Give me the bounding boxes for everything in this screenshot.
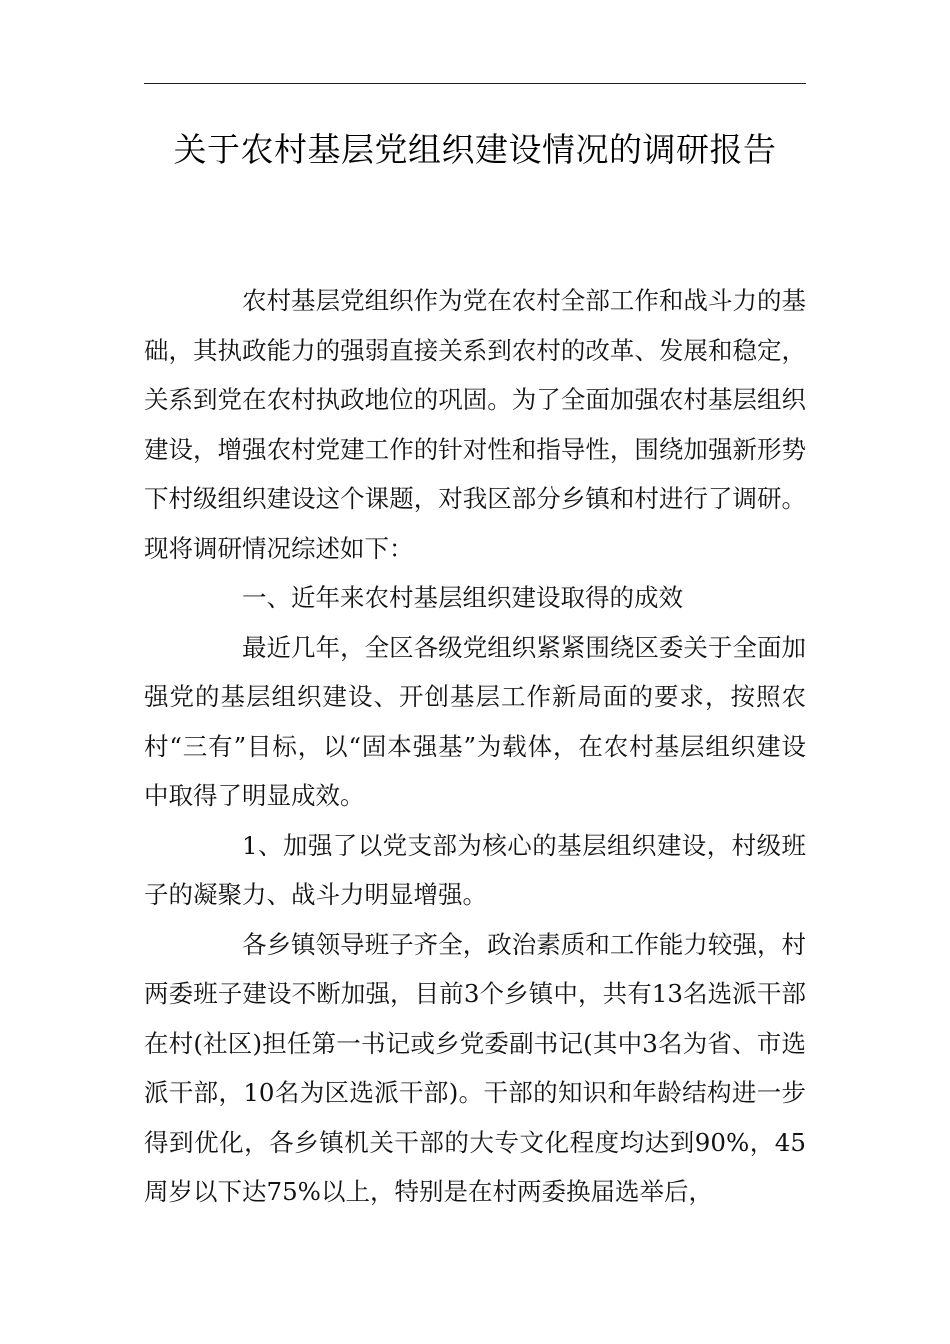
section-heading-1: 一、近年来农村基层组织建设取得的成效 xyxy=(242,583,683,612)
document-title: 关于农村基层党组织建设情况的调研报告 xyxy=(173,130,777,169)
paragraph-achievements: 最近几年，全区各级党组织紧紧围绕区委关于全面加强党的基层组织建设、开创基层工作新局面的要求，按照农村“三有”目标，以“固本强基”为载体，在农村基层组织建设中取得了明显成效。 xyxy=(144,632,806,810)
header-rule xyxy=(144,83,806,84)
document-body xyxy=(144,276,806,1217)
paragraph-intro: 农村基层党组织作为党在农村全部工作和战斗力的基础，其执政能力的强弱直接关系到农村的改革、发展和稳定，关系到党在农村执政地位的巩固。为了全面加强农村基层组织建设，增强农村党建工作的针对性和指导性，围绕加强新形势下村级组织建设这个课题，对我区部分乡镇和村进行了调研。现将调研情况综述如下： xyxy=(144,286,806,563)
paragraph-leadership: 各乡镇领导班子齐全，政治素质和工作能力较强，村两委班子建设不断加强，目前3个乡镇中，共有13名选派干部在村(社区)担任第一书记或乡党委副书记(其中3名为省、市选派干部，10名为区选派干部)。干部的知识和年龄结构进一步得到优化，各乡镇机关干部的大专文化程度均达到90%，45周岁以下达75%以上，特别是在村两委换届选举后， xyxy=(144,929,806,1206)
subheading-1: 1、加强了以党支部为核心的基层组织建设，村级班子的凝聚力、战斗力明显增强。 xyxy=(144,830,806,909)
